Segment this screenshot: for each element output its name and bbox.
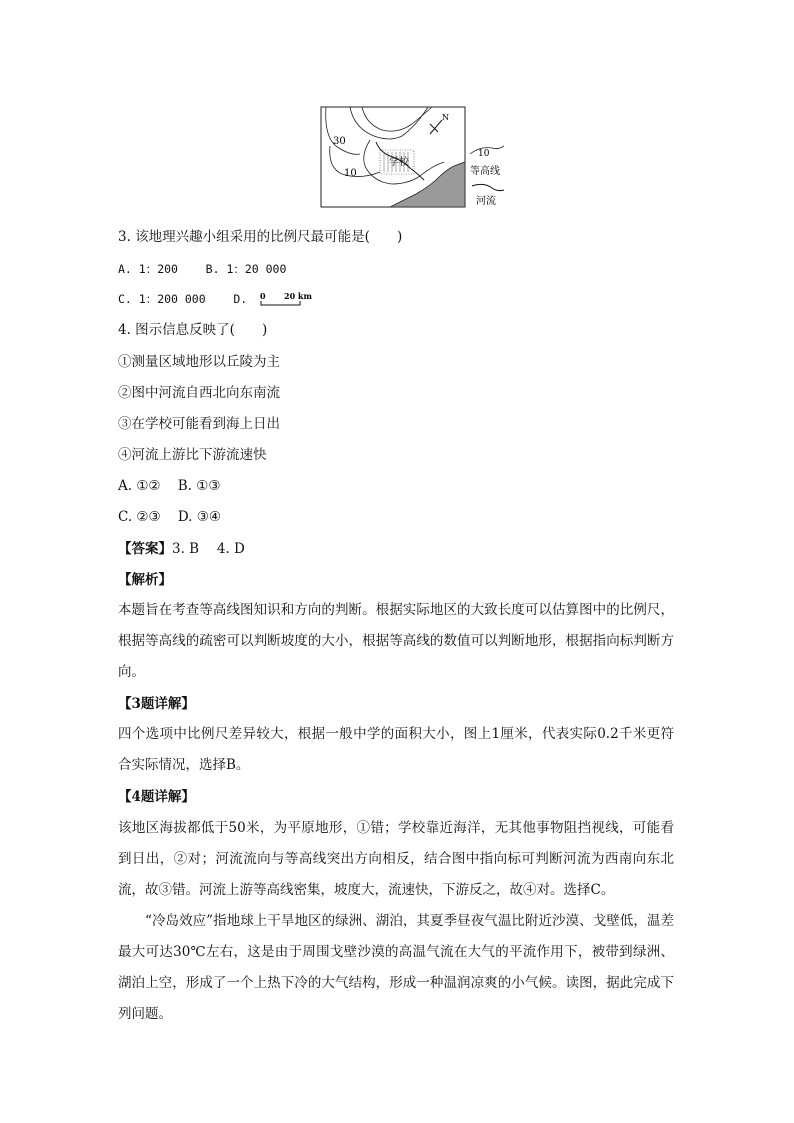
answer-text: 3. B 4. D xyxy=(172,541,245,557)
question-3-stem: 3. 该地理兴趣小组采用的比例尺最可能是( ) xyxy=(118,229,403,245)
q3-option-c: C. 1：200 000 xyxy=(118,292,206,306)
detail-3-label: 【3题详解】 xyxy=(118,696,195,712)
scale-value: 20 km xyxy=(284,290,313,301)
question-4-options-ab xyxy=(118,476,220,496)
q3-option-d: D. xyxy=(233,292,248,306)
scale-zero: 0 xyxy=(260,290,266,301)
answer-label: 【答案】 xyxy=(118,541,172,557)
analysis-label: 【解析】 xyxy=(118,572,172,588)
detail-4-text: 该地区海拔都低于50米，为平原地形，①错；学校靠近海洋，无其他事物阻挡视线，可能看到日出，②对；河流流向与等高线突出方向相反，结合图中指向标可判断河流为西南向东北流，故③错。河流上游等高线密集，坡度大，流速快，下游反之，故④对。选择C。 xyxy=(118,820,674,898)
q4-option-d: D. ③④ xyxy=(177,509,221,525)
question-3-options-ab xyxy=(118,259,286,279)
q3-option-a: A. 1：200 xyxy=(118,262,178,276)
analysis-text: 本题旨在考查等高线图知识和方向的判断。根据实际地区的大致长度可以估算图中的比例尺，根据等高线的疏密可以判断坡度的大小，根据等高线的数值可以判断地形，根据指向标判断方向。 xyxy=(118,602,674,680)
q4-statement-4: ④河流上游比下游流速快 xyxy=(118,447,267,463)
legend-contour-value: 10 xyxy=(478,149,490,159)
q4-statement-1: ①测量区域地形以丘陵为主 xyxy=(118,354,280,370)
scale-bar xyxy=(260,291,322,309)
q4-option-c: C. ②③ xyxy=(118,509,161,525)
question-4-options-cd xyxy=(118,507,221,527)
legend-river-label: 河流 xyxy=(476,196,496,207)
legend-contour-label: 等高线 xyxy=(470,166,500,177)
answer-line xyxy=(118,539,245,559)
legend-river-line xyxy=(472,184,504,190)
contour-map xyxy=(320,106,510,212)
contour-label-10: 10 xyxy=(344,168,357,179)
question-4-stem: 4. 图示信息反映了( ) xyxy=(118,322,268,338)
detail-3-text: 四个选项中比例尺差异较大，根据一般中学的面积大小，图上1厘米，代表实际0.2千米更符合实际情况，选择B。 xyxy=(118,726,674,773)
q4-statement-2: ②图中河流自西北向东南流 xyxy=(118,385,280,401)
north-label: N xyxy=(442,113,449,122)
q4-statement-3: ③在学校可能看到海上日出 xyxy=(118,416,280,432)
question-3-options-cd xyxy=(118,289,322,309)
q4-option-a: A. ①② xyxy=(118,478,161,494)
contour-label-30: 30 xyxy=(333,136,346,147)
q4-option-b: B. ①③ xyxy=(177,478,221,494)
school-label: 学校 xyxy=(389,157,409,168)
passage-text: “冷岛效应”指地球上干旱地区的绿洲、湖泊，其夏季昼夜气温比附近沙漠、戈壁低，温差最大可达30℃左右，这是由于周围戈壁沙漠的高温气流在大气的平流作用下，被带到绿洲、湖泊上空，形成了一个上热下冷的大气结构，形成一种温润凉爽的小气候。读图，据此完成下列问题。 xyxy=(118,913,674,1022)
detail-4-label: 【4题详解】 xyxy=(118,789,195,805)
q3-option-b: B. 1：20 000 xyxy=(205,262,287,276)
